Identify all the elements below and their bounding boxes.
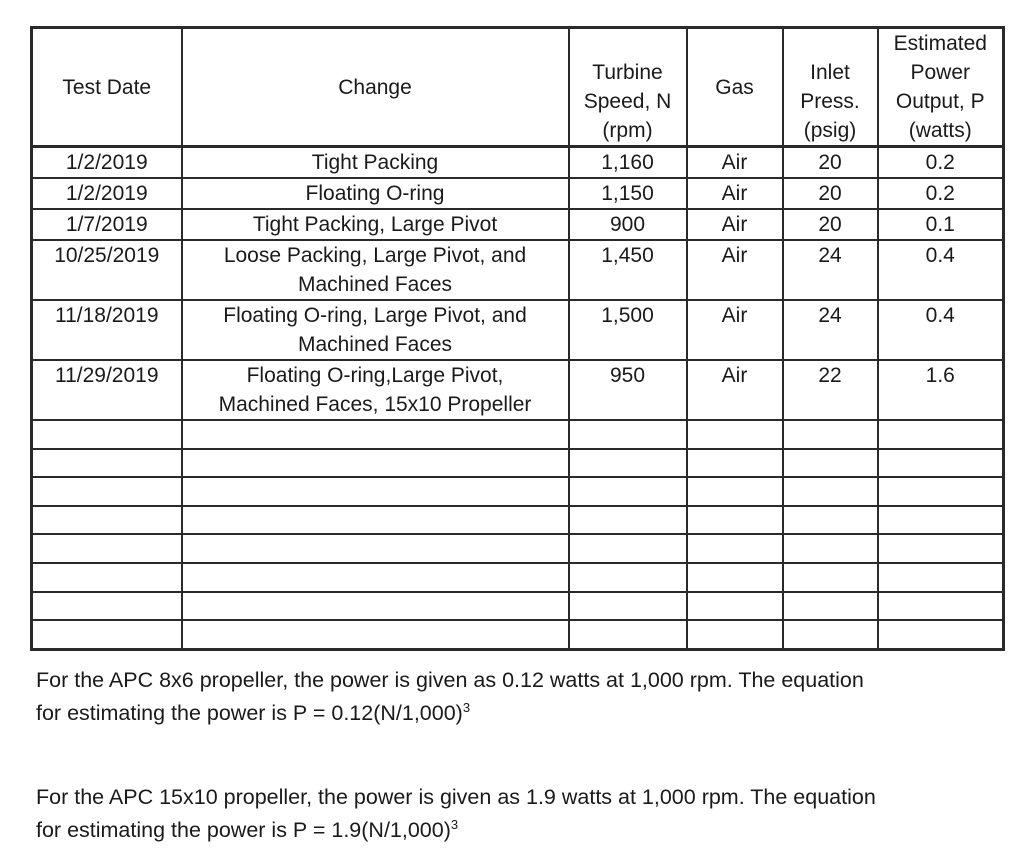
cell-power: 0.4: [878, 300, 1004, 360]
empty-cell: [569, 506, 687, 535]
header-power-line: Output, P: [895, 90, 985, 113]
cell-change: [182, 178, 569, 209]
cell-gas: Air: [687, 209, 783, 240]
empty-cell: [783, 592, 878, 621]
empty-cell: [32, 506, 182, 535]
empty-cell: [687, 449, 783, 478]
empty-cell: [569, 563, 687, 592]
note-exponent: 3: [462, 699, 471, 715]
header-turbine-speed-line: (rpm): [602, 119, 653, 142]
note-line: For the APC 8x6 propeller, the power is given as 0.12 watts at 1,000 rpm. The equation: [36, 668, 864, 692]
cell-turbine-speed: 1,150: [569, 178, 687, 209]
table-row: [32, 178, 1004, 209]
table-row-empty: [32, 477, 1004, 506]
empty-cell: [687, 534, 783, 563]
cell-test-date: 1/2/2019: [32, 178, 182, 209]
empty-cell: [182, 592, 569, 621]
header-estimated-power: [878, 28, 1004, 147]
cell-inlet-press: 20: [783, 178, 878, 209]
empty-cell: [182, 620, 569, 649]
note-line: For the APC 15x10 propeller, the power is given as 1.9 watts at 1,000 rpm. The equation: [36, 785, 876, 809]
cell-power: 0.4: [878, 240, 1004, 300]
cell-power: 1.6: [878, 360, 1004, 420]
empty-cell: [783, 620, 878, 649]
empty-cell: [783, 506, 878, 535]
cell-test-date: 1/7/2019: [32, 209, 182, 240]
empty-cell: [783, 534, 878, 563]
cell-inlet-press: 24: [783, 300, 878, 360]
header-turbine-speed-line: Turbine: [592, 61, 663, 84]
table-row-empty: [32, 563, 1004, 592]
cell-turbine-speed: 1,500: [569, 300, 687, 360]
cell-change-line: Machined Faces: [297, 333, 453, 356]
header-change: [182, 28, 569, 147]
cell-gas: Air: [687, 360, 783, 420]
header-inlet-press-line: Press.: [800, 90, 860, 113]
table-row-empty: [32, 506, 1004, 535]
cell-power: 0.2: [878, 178, 1004, 209]
cell-change-line: Floating O-ring, Large Pivot, and: [223, 304, 527, 327]
empty-cell: [687, 506, 783, 535]
table-row-empty: [32, 449, 1004, 478]
cell-turbine-speed: 950: [569, 360, 687, 420]
cell-inlet-press: 20: [783, 209, 878, 240]
empty-cell: [32, 592, 182, 621]
empty-cell: [687, 477, 783, 506]
cell-test-date: 11/18/2019: [32, 300, 182, 360]
empty-cell: [182, 477, 569, 506]
cell-change: [182, 240, 569, 300]
header-gas: [687, 28, 783, 147]
empty-cell: [32, 477, 182, 506]
cell-inlet-press: 22: [783, 360, 878, 420]
empty-cell: [569, 477, 687, 506]
note-equation-text: for estimating the power is P = 0.12(N/1,000): [36, 701, 463, 725]
cell-change: [182, 209, 569, 240]
empty-cell: [569, 420, 687, 449]
empty-cell: [878, 534, 1004, 563]
header-turbine-speed: [569, 28, 687, 147]
header-power-line: Estimated: [893, 32, 987, 55]
table-row: [32, 147, 1004, 179]
empty-cell: [569, 534, 687, 563]
cell-change-line: Floating O-ring: [305, 182, 445, 205]
note-apc-15x10: [36, 781, 996, 847]
cell-gas: Air: [687, 240, 783, 300]
test-log-table: [30, 26, 1005, 651]
header-inlet-press-line: (psig): [803, 119, 857, 142]
header-test-date: [32, 28, 182, 147]
header-power-line: Power: [910, 61, 971, 84]
empty-cell: [878, 477, 1004, 506]
test-log-table-container: [30, 26, 1002, 651]
empty-cell: [878, 563, 1004, 592]
empty-cell: [32, 534, 182, 563]
empty-cell: [783, 563, 878, 592]
empty-cell: [878, 592, 1004, 621]
table-row-empty: [32, 620, 1004, 649]
header-test-date-label: Test Date: [62, 75, 152, 99]
note-equation-line: [36, 814, 996, 847]
cell-change: [182, 147, 569, 179]
cell-gas: Air: [687, 178, 783, 209]
cell-change-line: Machined Faces: [297, 273, 453, 296]
empty-cell: [182, 449, 569, 478]
empty-cell: [569, 620, 687, 649]
empty-cell: [182, 563, 569, 592]
note-apc-8x6: [36, 664, 996, 730]
empty-cell: [878, 420, 1004, 449]
empty-cell: [878, 620, 1004, 649]
cell-change-line: Tight Packing: [311, 151, 439, 174]
empty-cell: [32, 449, 182, 478]
table-row-empty: [32, 420, 1004, 449]
note-equation-text: for estimating the power is P = 1.9(N/1,000): [36, 818, 451, 842]
table-row: [32, 209, 1004, 240]
empty-cell: [687, 563, 783, 592]
cell-change-line: Floating O-ring,Large Pivot,: [246, 364, 504, 387]
cell-inlet-press: 24: [783, 240, 878, 300]
empty-cell: [783, 449, 878, 478]
empty-cell: [182, 534, 569, 563]
empty-cell: [878, 506, 1004, 535]
cell-turbine-speed: 1,160: [569, 147, 687, 179]
header-power-line: (watts): [908, 119, 972, 142]
empty-cell: [687, 592, 783, 621]
cell-test-date: 10/25/2019: [32, 240, 182, 300]
empty-cell: [32, 420, 182, 449]
cell-power: 0.1: [878, 209, 1004, 240]
empty-cell: [783, 420, 878, 449]
empty-rows-group: [32, 420, 1004, 649]
table-header-row: [32, 28, 1004, 147]
cell-power: 0.2: [878, 147, 1004, 179]
header-gas-label: Gas: [715, 75, 754, 99]
cell-change: [182, 360, 569, 420]
cell-gas: Air: [687, 300, 783, 360]
cell-change: [182, 300, 569, 360]
empty-cell: [182, 506, 569, 535]
cell-gas: Air: [687, 147, 783, 179]
cell-change-line: Loose Packing, Large Pivot, and: [223, 244, 527, 267]
empty-cell: [687, 420, 783, 449]
cell-test-date: 11/29/2019: [32, 360, 182, 420]
empty-cell: [569, 449, 687, 478]
empty-cell: [32, 563, 182, 592]
note-equation-line: [36, 697, 996, 730]
header-turbine-speed-line: Speed, N: [583, 90, 672, 113]
empty-cell: [569, 592, 687, 621]
cell-turbine-speed: 1,450: [569, 240, 687, 300]
cell-inlet-press: 20: [783, 147, 878, 179]
header-inlet-press-line: Inlet: [810, 61, 850, 84]
empty-cell: [182, 420, 569, 449]
note-exponent: 3: [450, 816, 459, 832]
table-row-empty: [32, 534, 1004, 563]
cell-change-line: Machined Faces, 15x10 Propeller: [218, 393, 532, 416]
header-change-label: Change: [338, 75, 412, 99]
table-row: [32, 240, 1004, 300]
header-inlet-press: [783, 28, 878, 147]
empty-cell: [783, 477, 878, 506]
table-row: [32, 360, 1004, 420]
table-row: [32, 300, 1004, 360]
table-row-empty: [32, 592, 1004, 621]
cell-turbine-speed: 900: [569, 209, 687, 240]
empty-cell: [32, 620, 182, 649]
empty-cell: [687, 620, 783, 649]
empty-cell: [878, 449, 1004, 478]
cell-change-line: Tight Packing, Large Pivot: [252, 213, 498, 236]
cell-test-date: 1/2/2019: [32, 147, 182, 179]
